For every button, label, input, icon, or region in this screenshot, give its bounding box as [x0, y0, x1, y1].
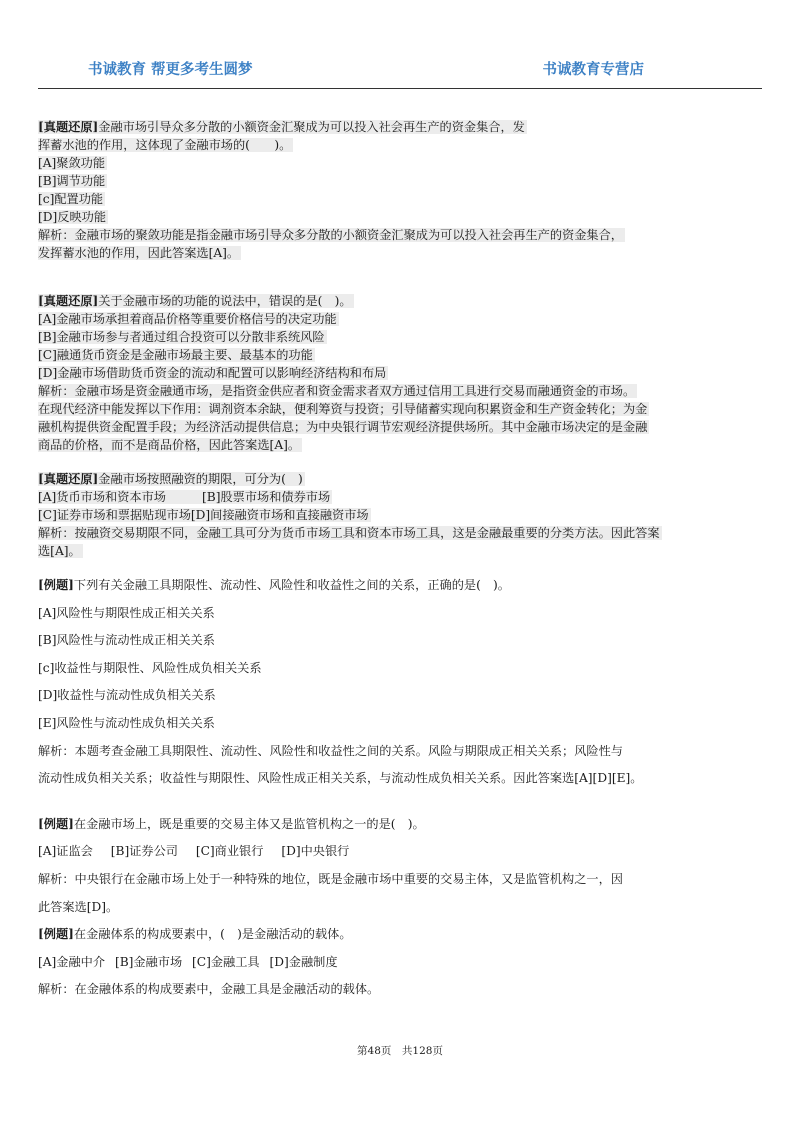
analysis: 解析：中央银行在金融市场上处于一种特殊的地位，既是金融市场中重要的交易主体，又是监管机构之一，因	[38, 871, 623, 886]
page-content	[38, 118, 764, 1004]
question-tag: [真题还原]	[38, 294, 99, 308]
question-4	[38, 572, 764, 793]
question-tag: [例题]	[38, 578, 74, 592]
option-d: [D]反映功能	[38, 210, 107, 224]
option-b: [B]证券公司	[110, 844, 178, 859]
question-stem: 金融市场引导众多分散的小额资金汇聚成为可以投入社会再生产的资金集合，发	[98, 120, 525, 134]
option-c: [c]收益性与期限性、风险性成负相关关系	[38, 660, 262, 675]
analysis: 融机构提供资金配置手段；为经济活动提供信息；为中央银行调节宏观经济提供场所。其中金融市场决定的是金融	[38, 420, 648, 434]
option-b: [B]金融市场	[114, 954, 183, 969]
option-c: [C]融通货币资金是金融市场最主要、最基本的功能	[38, 348, 313, 362]
question-tag: [例题]	[38, 927, 74, 942]
question-tag: [例题]	[38, 816, 74, 831]
option-c: [c]配置功能	[38, 192, 104, 206]
analysis: 发挥蓄水池的作用，因此答案选[A]。	[38, 246, 240, 260]
analysis: 商品的价格，而不是商品价格，因此答案选[A]。	[38, 438, 301, 452]
analysis: 解析：按融资交易期限不同，金融工具可分为货币市场工具和资本市场工具，这是金融最重要的分类方法。因此答案	[38, 526, 660, 540]
question-stem: 下列有关金融工具期限性、流动性、风险性和收益性之间的关系，正确的是( )。	[73, 578, 510, 592]
question-6	[38, 921, 764, 1004]
question-3	[38, 470, 764, 560]
option-b: [B]股票市场和债券市场	[202, 490, 331, 504]
question-2	[38, 292, 764, 454]
page-number: 第48页 共128页	[357, 1045, 443, 1057]
option-d: [D]中央银行	[281, 844, 350, 859]
analysis: 解析：金融市场的聚敛功能是指金融市场引导众多分散的小额资金汇聚成为可以投入社会再生产的资金集合，	[38, 228, 623, 242]
option-a: [A]聚敛功能	[38, 156, 106, 170]
question-5	[38, 811, 764, 921]
option-d: [D]金融市场借助货币资金的流动和配置可以影响经济结构和布局	[38, 366, 387, 380]
analysis: 流动性成负相关关系；收益性与期限性、风险性成正相关关系，与流动性成负相关关系。因此答案选[A][D][E]。	[38, 771, 643, 786]
option-e: [E]风险性与流动性成负相关关系	[38, 715, 215, 730]
option-a: [A]证监会	[38, 844, 93, 859]
option-b: [B]金融市场参与者通过组合投资可以分散非系统风险	[38, 330, 325, 344]
question-stem: 金融市场按照融资的期限，可分为( )	[98, 472, 303, 486]
option-b: [B]调节功能	[38, 174, 106, 188]
analysis: 选[A]。	[38, 544, 81, 558]
option-a: [A]金融中介	[38, 954, 106, 969]
option-b: [B]风险性与流动性成正相关关系	[38, 633, 215, 648]
option-d: [D]金融制度	[269, 954, 338, 969]
question-stem: 关于金融市场的功能的说法中，错误的是( )。	[98, 294, 352, 308]
analysis: 解析：金融市场是资金融通市场，是指资金供应者和资金需求者双方通过信用工具进行交易而融通资金的市场。	[38, 384, 636, 398]
option-c: [C]商业银行	[195, 844, 264, 859]
option-c: [C]金融工具	[192, 954, 260, 969]
page-header	[38, 52, 762, 89]
option-c: [C]证券市场和票据贴现市场	[38, 508, 191, 522]
option-a: [A]金融市场承担着商品价格等重要价格信号的决定功能	[38, 312, 337, 326]
question-tag: [真题还原]	[38, 120, 99, 134]
option-a: [A]货币市场和资本市场	[38, 490, 166, 504]
question-1	[38, 118, 764, 262]
analysis: 此答案选[D]。	[38, 899, 119, 914]
option-d: [D]间接融资市场和直接融资市场	[190, 508, 369, 522]
analysis: 解析：在金融体系的构成要素中，金融工具是金融活动的载体。	[38, 982, 380, 997]
option-a: [A]风险性与期限性成正相关关系	[38, 605, 215, 620]
header-store-name: 书诚教育专营店	[542, 62, 644, 78]
question-tag: [真题还原]	[38, 472, 99, 486]
question-stem: 在金融市场上，既是重要的交易主体又是监管机构之一的是( )。	[73, 816, 425, 831]
question-stem: 挥蓄水池的作用，这体现了金融市场的( )。	[38, 138, 292, 152]
analysis: 在现代经济中能发挥以下作用：调剂资本余缺，便利筹资与投资；引导储蓄实现向积累资金和生产资金转化；为金	[38, 402, 648, 416]
question-stem: 在金融体系的构成要素中，( )是金融活动的载体。	[73, 927, 352, 942]
analysis: 解析：本题考查金融工具期限性、流动性、风险性和收益性之间的关系。风险与期限成正相关关系；风险性与	[38, 743, 623, 758]
header-slogan: 书诚教育 帮更多考生圆梦	[88, 62, 253, 78]
option-d: [D]收益性与流动性成负相关关系	[38, 688, 216, 703]
